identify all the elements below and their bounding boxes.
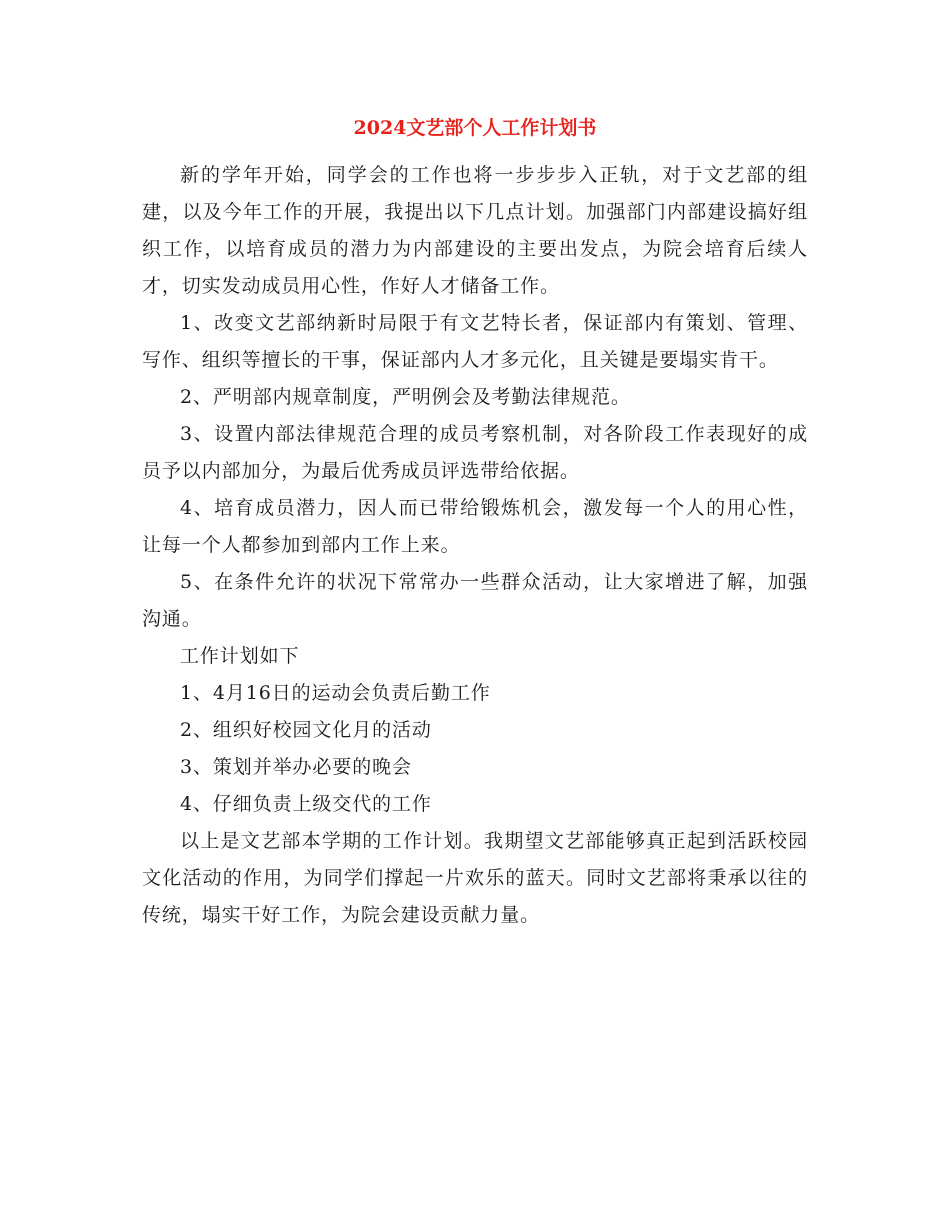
work-item-4: 4、仔细负责上级交代的工作: [180, 793, 432, 815]
plan-item-1-paragraph: 1、改变文艺部纳新时局限于有文艺特长者，保证部内有策划、管理、写作、组织等擅长的干事，保证部内人才多元化，且关键是要塌实肯干。: [142, 312, 808, 371]
conclusion-paragraph: 以上是文艺部本学期的工作计划。我期望文艺部能够真正起到活跃校园文化活动的作用，为同学们撑起一片欢乐的蓝天。同时文艺部将秉承以往的传统，塌实干好工作，为院会建设贡献力量。: [142, 830, 808, 926]
plan-item-2-paragraph: 2、严明部内规章制度，严明例会及考勤法律规范。: [180, 386, 631, 408]
work-item-2: 2、组织好校园文化月的活动: [180, 719, 432, 741]
plan-item-4-paragraph: 4、培育成员潜力，因人而已带给锻炼机会，激发每一个人的用心性，让每一个人都参加到部内工作上来。: [142, 497, 808, 556]
work-item-3: 3、策划并举办必要的晚会: [180, 756, 412, 778]
document-body: [142, 157, 808, 934]
work-plan-heading: 工作计划如下: [180, 645, 300, 667]
document-title: 2024文艺部个人工作计划书: [353, 117, 597, 139]
intro-paragraph: 新的学年开始，同学会的工作也将一步步步入正轨，对于文艺部的组建，以及今年工作的开展，我提出以下几点计划。加强部门内部建设搞好组织工作，以培育成员的潜力为内部建设的主要出发点，为院会培育后续人才，切实发动成员用心性，作好人才储备工作。: [142, 164, 808, 297]
plan-item-5-paragraph: 5、在条件允许的状况下常常办一些群众活动，让大家增进了解，加强沟通。: [142, 571, 808, 630]
work-item-1: 1、4月16日的运动会负责后勤工作: [180, 682, 491, 704]
plan-item-3-paragraph: 3、设置内部法律规范合理的成员考察机制，对各阶段工作表现好的成员予以内部加分，为最后优秀成员评选带给依据。: [142, 423, 808, 482]
